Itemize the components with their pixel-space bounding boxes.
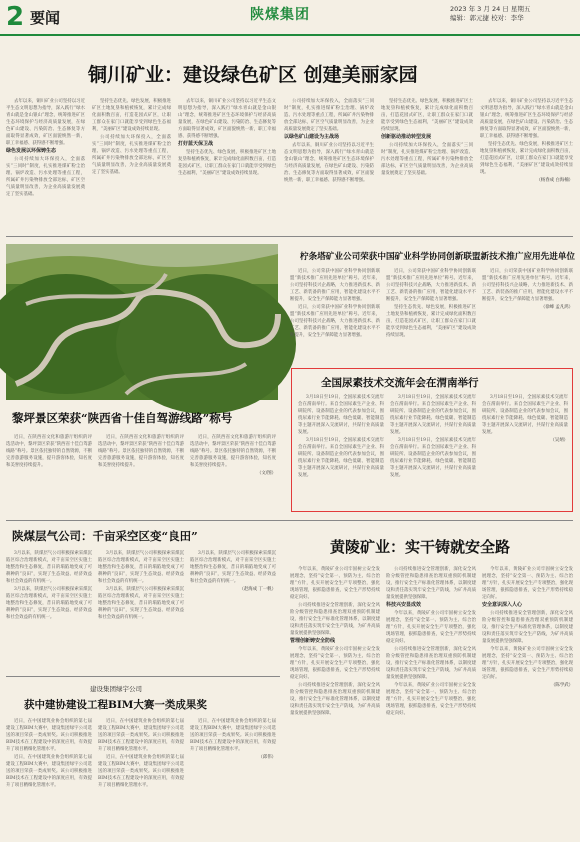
divider	[6, 676, 280, 677]
article-column: 近日，在陕西省文化和旅游厅组织的评选活动中，黎坪景区荣获“陕西省十佳自驾游线路”称号。景区依托独特的自然资源，不断完善旅游服务设施，提升游客体验，知名度和美誉度持续提升。	[98, 435, 184, 468]
article-column: 去年以来，铜川矿业公司坚持以习近平生态文明思想为指导，深入践行“绿水青山就是金山银山”理念，统筹推进矿区生态环境保护与经济高质量发展，在绿色矿山建设、污染防治、生态修复等方面取得显著成效，矿区面貌焕然一新，职工幸福感、获得感不断增强。 坚持生态优先、绿色发展，积极推进矿区土地复垦和植被恢复，累计完成绿化面积数百亩，打造花园式矿区，让职工群众在家门口就能享受到绿色生态福利，“美丽矿区”建设成效持续显现。 （杨春成 白海楠）	[480, 99, 573, 183]
byline: （陈学武）	[551, 683, 573, 688]
article-column: 近日，在陕西省文化和旅游厅组织的评选活动中，黎坪景区荣获“陕西省十佳自驾游线路”称号。景区依托独特的自然资源，不断完善旅游服务设施，提升游客体验，知名度和美誉度持续提升。 （文/图）	[190, 435, 276, 476]
date-line: 2023 年 3 月 24 日 星期五	[450, 5, 531, 13]
masthead-rule	[0, 34, 580, 36]
article-column: 坚持生态优先、绿色发展，积极推进矿区土地复垦和植被恢复，累计完成绿化面积数百亩，打造花园式矿区，让职工群众在家门口就能享受到绿色生态福利，“美丽矿区”建设成效持续显现。 公司持续加大环保投入，全面落实“三同时”制度，扎实推进煤矿粉尘治理、锅炉改造、污水处理等重点工程，所属矿井污染物排放全部达标，矿区空气质量明显改善，为企业高质量发展奠定了坚实基础。	[92, 99, 171, 175]
article-column: 3月18日至19日，全国尿素技术交流年会在渭南举行。来自全国尿素生产企业、科研院所、设备制造企业的代表参加会议，围绕尿素行业节能降耗、绿色低碳、智能制造等主题开展深入交流研讨，共谋行业高质量发展。 3月18日至19日，全国尿素技术交流年会在渭南举行。来自全国尿素生产企业、科研院所、设备制造企业的代表参加会议，围绕尿素行业节能降耗、绿色低碳、智能制造等主题开展深入交流研讨，共谋行业高质量发展。	[390, 395, 476, 478]
article-column: 去年以来，铜川矿业公司坚持以习近平生态文明思想为指导，深入践行“绿水青山就是金山银山”理念，统筹推进矿区生态环境保护与经济高质量发展，在绿色矿山建设、污染防治、生态修复等方面取得显著成效，矿区面貌焕然一新，职工幸福感、获得感不断增强。 绿色发展以环保铸生态 公司持续加大环保投入，全面落实“三同时”制度，扎实推进煤矿粉尘治理、锅炉改造、污水处理等重点工程，所属矿井污染物排放全部达标，矿区空气质量明显改善，为企业高质量发展奠定了坚实基础。	[6, 99, 85, 197]
article-column: 3月18日至19日，全国尿素技术交流年会在渭南举行。来自全国尿素生产企业、科研院所、设备制造企业的代表参加会议，围绕尿素行业节能降耗、绿色低碳、智能制造等主题开展深入交流研讨，共谋行业高质量发展。 （吴炳）	[482, 395, 568, 443]
article-column: 公司持续加大环保投入，全面落实“三同时”制度，扎实推进煤矿粉尘治理、锅炉改造、污水处理等重点工程，所属矿井污染物排放全部达标，矿区空气质量明显改善，为企业高质量发展奠定了坚实基础。 以绿色矿山建设为主战场 去年以来，铜川矿业公司坚持以习近平生态文明思想为指导，深入践行“绿水青山就是金山银山”理念，统筹推进矿区生态环境保护与经济高质量发展，在绿色矿山建设、污染防治、生态修复等方面取得显著成效，矿区面貌焕然一新，职工幸福感、获得感不断增强。	[284, 99, 374, 183]
award-headline: 柠条塔矿业公司荣获中国矿业科学协同创新联盟新技术推广应用先进单位	[300, 252, 576, 262]
newspaper-logo: 陕煤集团	[250, 7, 310, 23]
scenic-photo	[6, 244, 278, 400]
date-info	[450, 5, 530, 23]
byline: （赵海成 丁一帆）	[239, 587, 276, 592]
divider	[6, 236, 573, 237]
section-title: 要闻	[30, 9, 61, 27]
byline: （邱伟）	[258, 755, 276, 760]
article-column: 今年以来，黄陵矿业公司牢固树立安全发展理念，坚持“安全第一、预防为主、综合治理”方针，扎实开展安全生产专项整治，强化现场管理，狠抓隐患排查，安全生产形势持续稳定向好。 公司持续推进安全管理创新，深化安全风险分级管控和隐患排查治理双重预防机制建设，推行安全生产标准化管理体系，以制度建设和责任落实筑牢安全生产防线，为矿井高质量发展提供坚强保障。 管理创新铸安全防线 今年以来，黄陵矿业公司牢固树立安全发展理念，坚持“安全第一、预防为主、综合治理”方针，扎实开展安全生产专项整治，强化现场管理，狠抓隐患排查，安全生产形势持续稳定向好。 公司持续推进安全管理创新，深化安全风险分级管控和隐患排查治理双重预防机制建设，推行安全生产标准化管理体系，以制度建设和责任落实筑牢安全生产防线，为矿井高质量发展提供坚强保障。	[290, 567, 380, 716]
shaanxi-headline: 陕煤层气公司：千亩采空区变“良田”	[12, 529, 198, 543]
article-column: 今年以来，黄陵矿业公司牢固树立安全发展理念，坚持“安全第一、预防为主、综合治理”方针，扎实开展安全生产专项整治，强化现场管理，狠抓隐患排查，安全生产形势持续稳定向好。 安全意识深入人心 公司持续推进安全管理创新，深化安全风险分级管控和隐患排查治理双重预防机制建设，推行安全生产标准化管理体系，以制度建设和责任落实筑牢安全生产防线，为矿井高质量发展提供坚强保障。 今年以来，黄陵矿业公司牢固树立安全发展理念，坚持“安全第一、预防为主、综合治理”方针，扎实开展安全生产专项整治，强化现场管理，狠抓隐患排查，安全生产形势持续稳定向好。 （陈学武）	[482, 567, 573, 688]
editor-line: 编辑：郭元捷 校对：李华	[450, 14, 524, 22]
article-column: 3月以来，陕煤层气公司积极探索采煤沉陷区综合治理新模式，对千亩采空区实施土地整治和生态修复，昔日的塌陷地变成了可耕种的“良田”，实现了生态效益、经济效益和社会效益的有机统一。 3月以来，陕煤层气公司积极探索采煤沉陷区综合治理新模式，对千亩采空区实施土地整治和生态修复，昔日的塌陷地变成了可耕种的“良田”，实现了生态效益、经济效益和社会效益的有机统一。	[98, 551, 184, 620]
urea-headline: 全国尿素技术交流年会在渭南举行	[321, 377, 479, 389]
masthead	[0, 0, 580, 36]
byline: （杨春成 白海楠）	[536, 178, 573, 183]
article-column: 近日，公司荣获中国矿业科学协同创新联盟“新技术推广应用先进单位”称号。近年来，公司坚持科技兴企战略，大力推进新技术、新工艺、新装备的推广应用，智能化建设水平不断提升，安全生产保障能力显著增强。 坚持生态优先、绿色发展，积极推进矿区土地复垦和植被恢复，累计完成绿化面积数百亩，打造花园式矿区，让职工群众在家门口就能享受到绿色生态福利，“美丽矿区”建设成效持续显现。	[386, 269, 476, 338]
article-column: 3月18日至19日，全国尿素技术交流年会在渭南举行。来自全国尿素生产企业、科研院所、设备制造企业的代表参加会议，围绕尿素行业节能降耗、绿色低碳、智能制造等主题开展深入交流研讨，共谋行业高质量发展。 3月18日至19日，全国尿素技术交流年会在渭南举行。来自全国尿素生产企业、科研院所、设备制造企业的代表参加会议，围绕尿素行业节能降耗、绿色低碳、智能制造等主题开展深入交流研讨，共谋行业高质量发展。	[298, 395, 384, 478]
huangling-headline: 黄陵矿业：实干铸就安全路	[330, 538, 511, 556]
article-column: 近日，在中国建筑业协会组织的第七届建设工程BIM大赛中，建设集团绿宇公司选送的项目荣获一类成果奖。该公司积极推进BIM技术在工程建设中的深度应用，有效提升了项目精细化管理水平。 （邱伟）	[190, 719, 276, 760]
byline: （徐峰 孟凡鸿）	[540, 305, 573, 310]
bim-headline: 获中建协建设工程BIM大赛一类成果奖	[24, 699, 207, 711]
article-column: 公司持续推进安全管理创新，深化安全风险分级管控和隐患排查治理双重预防机制建设，推行安全生产标准化管理体系，以制度建设和责任落实筑牢安全生产防线，为矿井高质量发展提供坚强保障。 科技兴安显成效 今年以来，黄陵矿业公司牢固树立安全发展理念，坚持“安全第一、预防为主、综合治理”方针，扎实开展安全生产专项整治，强化现场管理，狠抓隐患排查，安全生产形势持续稳定向好。 公司持续推进安全管理创新，深化安全风险分级管控和隐患排查治理双重预防机制建设，推行安全生产标准化管理体系，以制度建设和责任落实筑牢安全生产防线，为矿井高质量发展提供坚强保障。 今年以来，黄陵矿业公司牢固树立安全发展理念，坚持“安全第一、预防为主、综合治理”方针，扎实开展安全生产专项整治，强化现场管理，狠抓隐患排查，安全生产形势持续稳定向好。	[386, 567, 476, 716]
article-column: 近日，公司荣获中国矿业科学协同创新联盟“新技术推广应用先进单位”称号。近年来，公司坚持科技兴企战略，大力推进新技术、新工艺、新装备的推广应用，智能化建设水平不断提升，安全生产保障能力显著增强。 （徐峰 孟凡鸿）	[482, 269, 573, 310]
article-column: 近日，公司荣获中国矿业科学协同创新联盟“新技术推广应用先进单位”称号。近年来，公司坚持科技兴企战略，大力推进新技术、新工艺、新装备的推广应用，智能化建设水平不断提升，安全生产保障能力显著增强。 近日，公司荣获中国矿业科学协同创新联盟“新技术推广应用先进单位”称号。近年来，公司坚持科技兴企战略，大力推进新技术、新工艺、新装备的推广应用，智能化建设水平不断提升，安全生产保障能力显著增强。	[290, 269, 380, 338]
byline: （吴炳）	[550, 438, 568, 443]
divider	[6, 520, 573, 521]
byline: （文/图）	[256, 471, 276, 476]
article-column: 坚持生态优先、绿色发展，积极推进矿区土地复垦和植被恢复，累计完成绿化面积数百亩，打造花园式矿区，让职工群众在家门口就能享受到绿色生态福利，“美丽矿区”建设成效持续显现。 创新驱动推动转型发展 公司持续加大环保投入，全面落实“三同时”制度，扎实推进煤矿粉尘治理、锅炉改造、污水处理等重点工程，所属矿井污染物排放全部达标，矿区空气质量明显改善，为企业高质量发展奠定了坚实基础。	[381, 99, 473, 176]
article-column: 去年以来，铜川矿业公司坚持以习近平生态文明思想为指导，深入践行“绿水青山就是金山银山”理念，统筹推进矿区生态环境保护与经济高质量发展，在绿色矿山建设、污染防治、生态修复等方面取得显著成效，矿区面貌焕然一新，职工幸福感、获得感不断增强。 打好蓝天保卫战 坚持生态优先、绿色发展，积极推进矿区土地复垦和植被恢复，累计完成绿化面积数百亩，打造花园式矿区，让职工群众在家门口就能享受到绿色生态福利，“美丽矿区”建设成效持续显现。	[178, 99, 276, 176]
main-headline: 铜川矿业：建设绿色矿区 创建美丽家园	[88, 64, 418, 86]
article-column: 近日，在中国建筑业协会组织的第七届建设工程BIM大赛中，建设集团绿宇公司选送的项目荣获一类成果奖。该公司积极推进BIM技术在工程建设中的深度应用，有效提升了项目精细化管理水平。 近日，在中国建筑业协会组织的第七届建设工程BIM大赛中，建设集团绿宇公司选送的项目荣获一类成果奖。该公司积极推进BIM技术在工程建设中的深度应用，有效提升了项目精细化管理水平。	[98, 719, 184, 788]
article-column: 近日，在陕西省文化和旅游厅组织的评选活动中，黎坪景区荣获“陕西省十佳自驾游线路”称号。景区依托独特的自然资源，不断完善旅游服务设施，提升游客体验，知名度和美誉度持续提升。	[6, 435, 92, 468]
photo-caption-title: 黎坪景区荣获“陕西省十佳自驾游线路”称号	[12, 411, 233, 425]
mountain-road-image	[6, 244, 278, 400]
article-column: 近日，在中国建筑业协会组织的第七届建设工程BIM大赛中，建设集团绿宇公司选送的项目荣获一类成果奖。该公司积极推进BIM技术在工程建设中的深度应用，有效提升了项目精细化管理水平。 近日，在中国建筑业协会组织的第七届建设工程BIM大赛中，建设集团绿宇公司选送的项目荣获一类成果奖。该公司积极推进BIM技术在工程建设中的深度应用，有效提升了项目精细化管理水平。	[6, 719, 92, 788]
article-column: 3月以来，陕煤层气公司积极探索采煤沉陷区综合治理新模式，对千亩采空区实施土地整治和生态修复，昔日的塌陷地变成了可耕种的“良田”，实现了生态效益、经济效益和社会效益的有机统一。 3月以来，陕煤层气公司积极探索采煤沉陷区综合治理新模式，对千亩采空区实施土地整治和生态修复，昔日的塌陷地变成了可耕种的“良田”，实现了生态效益、经济效益和社会效益的有机统一。	[6, 551, 92, 620]
bim-kicker: 建设集团绿宇公司	[90, 685, 142, 693]
article-column: 3月以来，陕煤层气公司积极探索采煤沉陷区综合治理新模式，对千亩采空区实施土地整治和生态修复，昔日的塌陷地变成了可耕种的“良田”，实现了生态效益、经济效益和社会效益的有机统一。 （赵海成 丁一帆）	[190, 551, 276, 592]
page-number: 2	[6, 2, 25, 32]
